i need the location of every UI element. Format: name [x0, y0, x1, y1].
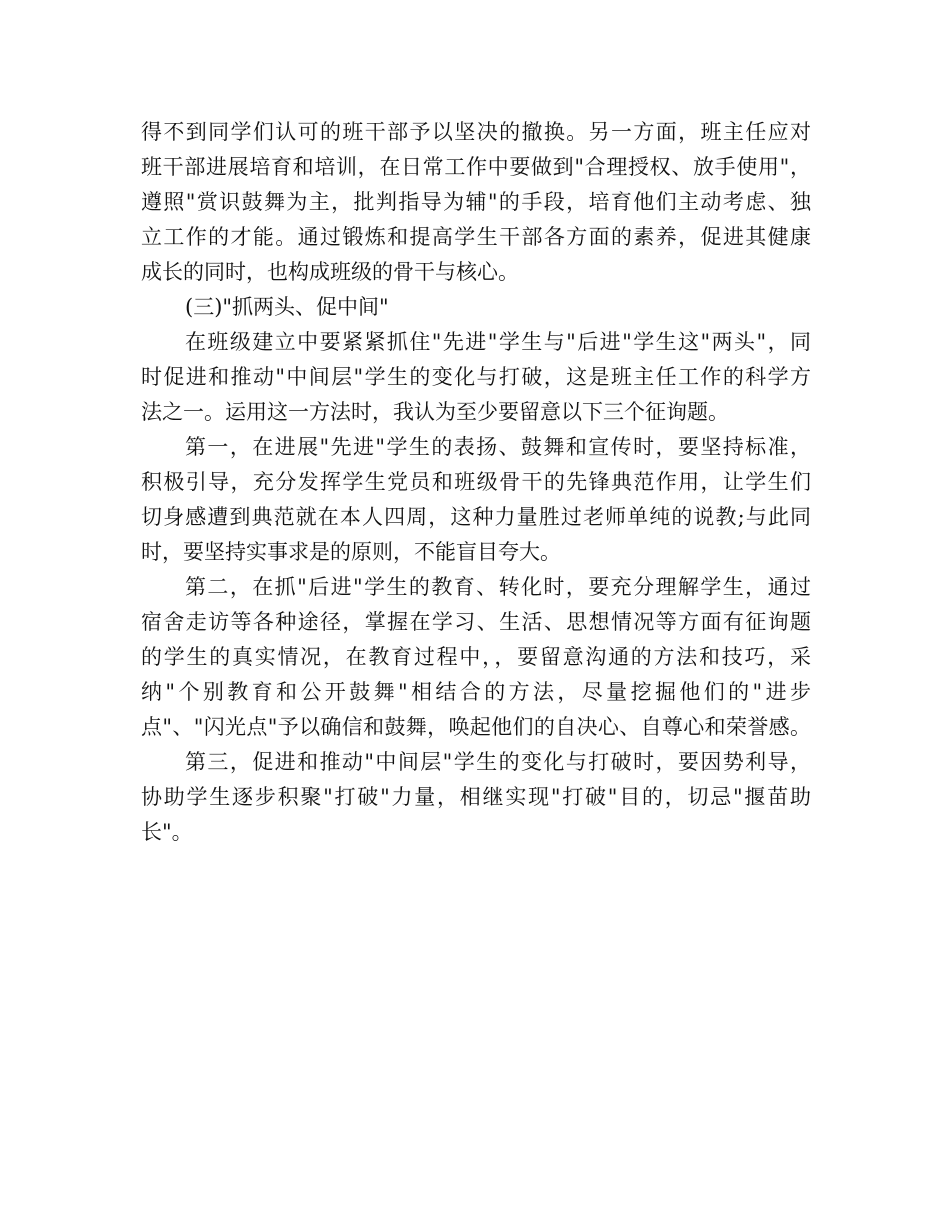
text-line: 在班级建立中要紧紧抓住"先进"学生与"后进"学生这"两头"，同: [185, 330, 811, 354]
text-line: 积极引导，充分发挥学生党员和班级骨干的先锋典范作用，让学生们: [141, 470, 811, 494]
text-line: 第二，在抓"后进"学生的教育、转化时，要充分理解学生，通过: [185, 575, 811, 599]
text-line: 得不到同学们认可的班干部予以坚决的撤换。另一方面，班主任应对: [141, 120, 811, 144]
text-line: 的学生的真实情况，在教育过程中，，要留意沟通的方法和技巧，采: [141, 645, 811, 669]
text-line: 成长的同时，也构成班级的骨干与核心。: [141, 260, 519, 284]
text-line: 班干部进展培育和培训，在日常工作中要做到"合理授权、放手使用"，: [141, 155, 811, 179]
section-heading: (三)"抓两头、促中间": [185, 295, 389, 319]
text-line: 立工作的才能。通过锻炼和提高学生干部各方面的素养，促进其健康: [141, 225, 811, 249]
text-line: 遵照"赏识鼓舞为主，批判指导为辅"的手段，培育他们主动考虑、独: [141, 190, 811, 214]
text-line: 法之一。运用这一方法时，我认为至少要留意以下三个征询题。: [141, 400, 729, 424]
text-line: 点"、"闪光点"予以确信和鼓舞，唤起他们的自决心、自尊心和荣誉感。: [141, 715, 811, 739]
body-text: [141, 115, 811, 850]
text-line: 时，要坚持实事求是的原则，不能盲目夸大。: [141, 540, 561, 564]
text-line: 第三，促进和推动"中间层"学生的变化与打破时，要因势利导，: [185, 750, 811, 774]
text-line: 宿舍走访等各种途径，掌握在学习、生活、思想情况等方面有征询题: [141, 610, 811, 634]
text-line: 切身感遭到典范就在本人四周，这种力量胜过老师单纯的说教;与此同: [141, 505, 811, 529]
text-line: 协助学生逐步积聚"打破"力量，相继实现"打破"目的，切忌"揠苗助: [141, 785, 811, 809]
text-line: 纳"个别教育和公开鼓舞"相结合的方法，尽量挖掘他们的"进步: [141, 680, 811, 704]
text-line: 长"。: [141, 820, 193, 844]
text-line: 第一，在进展"先进"学生的表扬、鼓舞和宣传时，要坚持标准，: [185, 435, 811, 459]
text-line: 时促进和推动"中间层"学生的变化与打破，这是班主任工作的科学方: [141, 365, 811, 389]
